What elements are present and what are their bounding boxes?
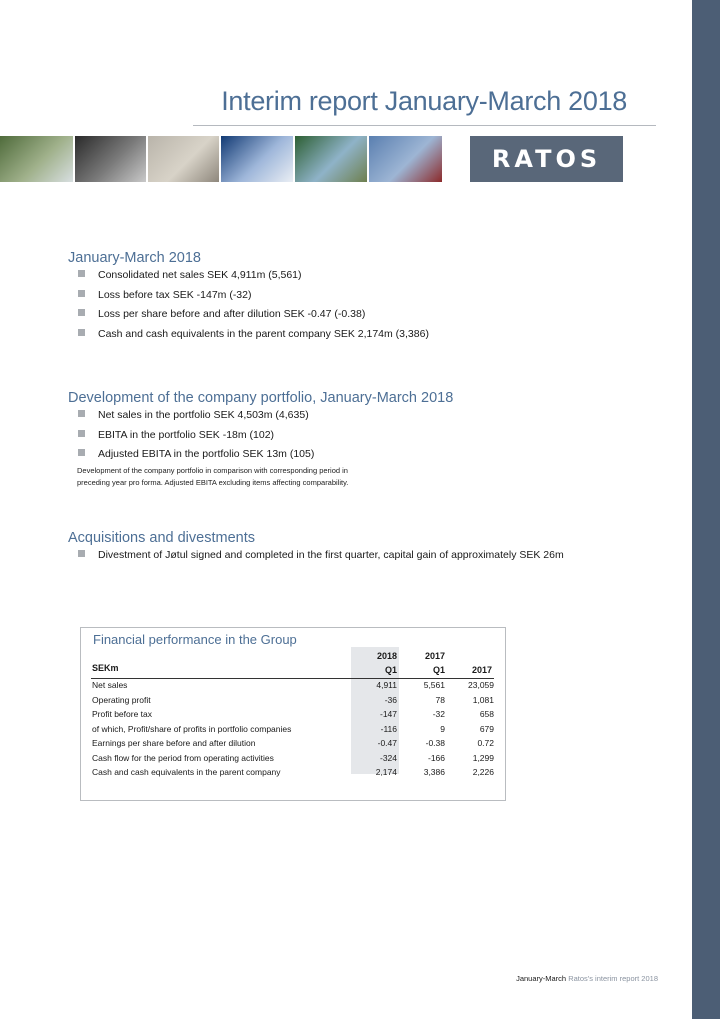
header-rule <box>91 678 494 679</box>
page-title: Interim report January-March 2018 <box>221 86 627 116</box>
bullet-item: Divestment of Jøtul signed and completed in the first quarter, capital gain of approximately SEK 26m <box>78 549 564 569</box>
table-row <box>92 695 494 710</box>
row-value: 2,174 <box>375 767 397 777</box>
bullet-square-icon <box>78 410 85 417</box>
bullet-item: Net sales in the portfolio SEK 4,503m (4,635) <box>78 409 314 429</box>
summary-bullet-list <box>78 269 429 347</box>
row-value: 4,911 <box>376 680 397 690</box>
unit-label: SEKm <box>92 663 119 673</box>
photo-tent <box>295 136 367 182</box>
page-footer <box>516 974 658 983</box>
footer-report-name: Ratos's interim report 2018 <box>568 974 658 983</box>
row-value: -147 <box>379 709 397 719</box>
row-value: 1,081 <box>472 694 494 705</box>
row-value: -166 <box>427 752 445 763</box>
section-heading-january-march: January-March 2018 <box>68 250 201 266</box>
bullet-square-icon <box>78 430 85 437</box>
bullet-square-icon <box>78 290 85 297</box>
table-row <box>92 767 494 782</box>
section-heading-portfolio: Development of the company portfolio, January-March 2018 <box>68 390 454 406</box>
bullet-square-icon <box>78 550 85 557</box>
row-label: Cash flow for the period from operating activities <box>92 752 274 763</box>
financial-performance-table <box>80 627 506 801</box>
portfolio-footnote: Development of the company portfolio in comparison with corresponding period in preceding year pro forma. Adjusted EBITA excluding items affecting comparability. <box>77 466 349 487</box>
bullet-item: Cash and cash equivalents in the parent company SEK 2,174m (3,386) <box>78 328 429 348</box>
row-label: Operating profit <box>92 694 151 705</box>
photo-building <box>221 136 293 182</box>
photo-crane <box>369 136 442 182</box>
table-title: Financial performance in the Group <box>93 632 297 647</box>
table-row <box>92 680 494 695</box>
bullet-item: Loss per share before and after dilution SEK -0.47 (-0.38) <box>78 308 429 328</box>
row-value: 3,386 <box>423 767 445 777</box>
column-header-2018-q1: 2018 Q1 <box>376 651 397 675</box>
row-value: -116 <box>380 723 397 734</box>
photo-greenhouse <box>0 136 73 182</box>
row-value: 78 <box>435 694 445 705</box>
ratos-logo <box>470 136 623 182</box>
photo-metal-parts <box>75 136 146 182</box>
row-value: 2,226 <box>472 767 494 777</box>
table-row <box>92 738 494 753</box>
row-value: -36 <box>384 694 397 705</box>
row-value: 1,299 <box>472 752 494 763</box>
row-label: of which, Profit/share of profits in portfolio companies <box>92 723 292 734</box>
title-divider <box>193 125 656 126</box>
row-value: 5,561 <box>423 680 445 690</box>
logo-text: RATOS <box>491 145 602 173</box>
row-label: Net sales <box>92 680 128 690</box>
bullet-item: EBITA in the portfolio SEK -18m (102) <box>78 429 314 449</box>
row-value: 9 <box>440 723 445 734</box>
bullet-item: Loss before tax SEK -147m (-32) <box>78 289 429 309</box>
table-row <box>92 753 494 768</box>
row-value: -0.38 <box>425 738 445 748</box>
acquisitions-bullet-list <box>78 549 564 569</box>
bullet-square-icon <box>78 309 85 316</box>
side-accent-bar <box>692 0 720 1019</box>
table-row <box>92 709 494 724</box>
row-value: 679 <box>479 723 494 734</box>
column-header-2017: 2017 <box>471 665 492 675</box>
row-value: -324 <box>379 752 397 763</box>
bullet-square-icon <box>78 449 85 456</box>
bullet-item: Adjusted EBITA in the portfolio SEK 13m (105) <box>78 448 314 468</box>
portfolio-bullet-list <box>78 409 314 468</box>
footer-period: January-March <box>516 974 567 983</box>
bullet-square-icon <box>78 270 85 277</box>
row-value: 23,059 <box>468 680 494 690</box>
row-value: -32 <box>432 709 445 719</box>
column-header-2017-q1: 2017 Q1 <box>424 651 445 675</box>
row-value: -0.47 <box>377 738 397 748</box>
section-heading-acquisitions: Acquisitions and divestments <box>68 530 255 546</box>
row-label: Earnings per share before and after dilution <box>92 738 256 748</box>
row-value: 658 <box>479 709 494 719</box>
row-value: 0.72 <box>477 738 494 748</box>
table-row <box>92 724 494 739</box>
row-label: Profit before tax <box>92 709 153 719</box>
bullet-square-icon <box>78 329 85 336</box>
row-label: Cash and cash equivalents in the parent company <box>92 767 281 777</box>
bullet-item: Consolidated net sales SEK 4,911m (5,561) <box>78 269 429 289</box>
photo-people <box>148 136 219 182</box>
